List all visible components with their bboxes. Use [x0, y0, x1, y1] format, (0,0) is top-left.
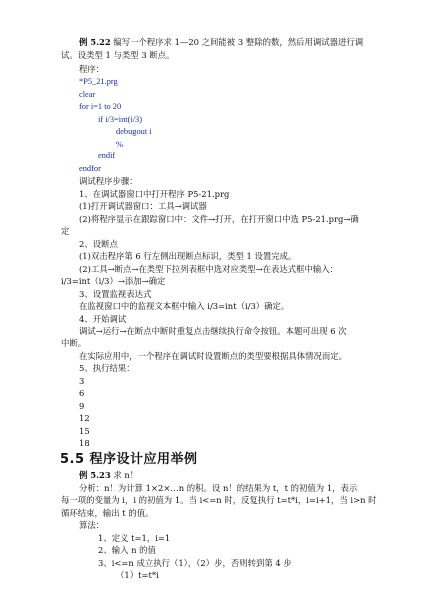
step-1: 1、在调试器窗口中打开程序 P5-21.prg: [79, 188, 230, 199]
steps-title: 调试程序步骤：: [79, 176, 138, 187]
example-5-22-line-1: 例 5.22 编写一个程序求 1—20 之间能被 3 整除的数，然后用调试器进行调: [79, 37, 364, 48]
program-label: 程序：: [79, 64, 105, 75]
analysis-line-2: 每一项的变量为 i，i 的初值为 1。当 i<=n 时，反复执行 t=t*i，i=i+1，当 i>n 时: [61, 495, 377, 506]
code-line-6: %: [116, 139, 123, 149]
result-value: 3: [79, 375, 85, 386]
step-1b-line-2: 定: [61, 226, 70, 237]
code-line-5: debugout i: [116, 127, 152, 137]
step-4: 4、开始调试: [79, 313, 127, 324]
result-value: 18: [79, 438, 90, 449]
practice-note: 在实际应用中，一个程序在调试时设置断点的类型要根据具体情况而定。: [79, 350, 347, 361]
step-3a: 在监视窗口中的监视文本框中输入 i/3=int（i/3）确定。: [79, 301, 290, 312]
code-line-4: if i/3=int(i/3): [98, 114, 143, 124]
code-line-1: *P5_21.prg: [79, 77, 118, 87]
algorithm-step-2: 2、输入 n 的值: [98, 545, 156, 556]
step-5: 5、执行结果：: [79, 363, 135, 374]
algorithm-title: 算法：: [79, 520, 105, 531]
example-5-23: 例 5.23 求 n！: [79, 470, 139, 481]
step-3: 3、设置监视表达式: [79, 288, 152, 299]
analysis-line-1: 分析：n！为计算 1×2×…n 的积。设 n！的结果为 t，t 的初值为 1，表示: [79, 482, 358, 493]
analysis-line-3: 循环结束，输出 t 的值。: [61, 507, 154, 518]
result-value: 12: [79, 413, 90, 424]
section-heading: 5.5 程序设计应用举例: [60, 452, 198, 468]
algorithm-step-3: 3、i<=n 成立执行（1），（2）步，否则转到第 4 步: [98, 557, 292, 568]
result-value: 9: [79, 400, 85, 411]
step-4a-line-1: 调试→运行→在断点中断时重复点击继续执行命令按钮。本题可出现 6 次: [79, 325, 347, 336]
step-1a: (1)打开调试器窗口：工具→调试器: [79, 201, 207, 212]
step-2a: (1)双击程序第 6 行左侧出现断点标识，类型 1 设置完成。: [79, 251, 297, 262]
algorithm-step-1: 1、定义 t=1，i=1: [98, 532, 171, 543]
algorithm-step-3a: （1）t=t*i: [116, 570, 159, 581]
example-5-22-line-2: 试。设类型 1 与类型 3 断点。: [61, 49, 175, 60]
step-2b-line-1: (2)工具→断点→在类型下拉列表框中选对应类型→在表达式框中输入：: [79, 263, 339, 274]
result-value: 6: [79, 388, 85, 399]
step-2b-line-2: i/3=int（i/3）→添加→确定: [61, 276, 166, 287]
example-label: 例 5.22: [79, 37, 111, 48]
example-label: 例 5.23: [79, 470, 111, 481]
step-2: 2、设断点: [79, 238, 118, 249]
code-line-2: clear: [79, 89, 96, 99]
result-value: 15: [79, 425, 90, 436]
code-line-3: for i=1 to 20: [79, 102, 122, 112]
code-line-8: endfor: [79, 163, 101, 173]
step-1b-line-1: (2)将程序显示在跟踪窗口中：文件→打开，在打开窗口中选 P5-21.prg→确: [79, 213, 359, 224]
code-line-7: endif: [98, 151, 116, 161]
step-4a-line-2: 中断。: [61, 338, 87, 349]
